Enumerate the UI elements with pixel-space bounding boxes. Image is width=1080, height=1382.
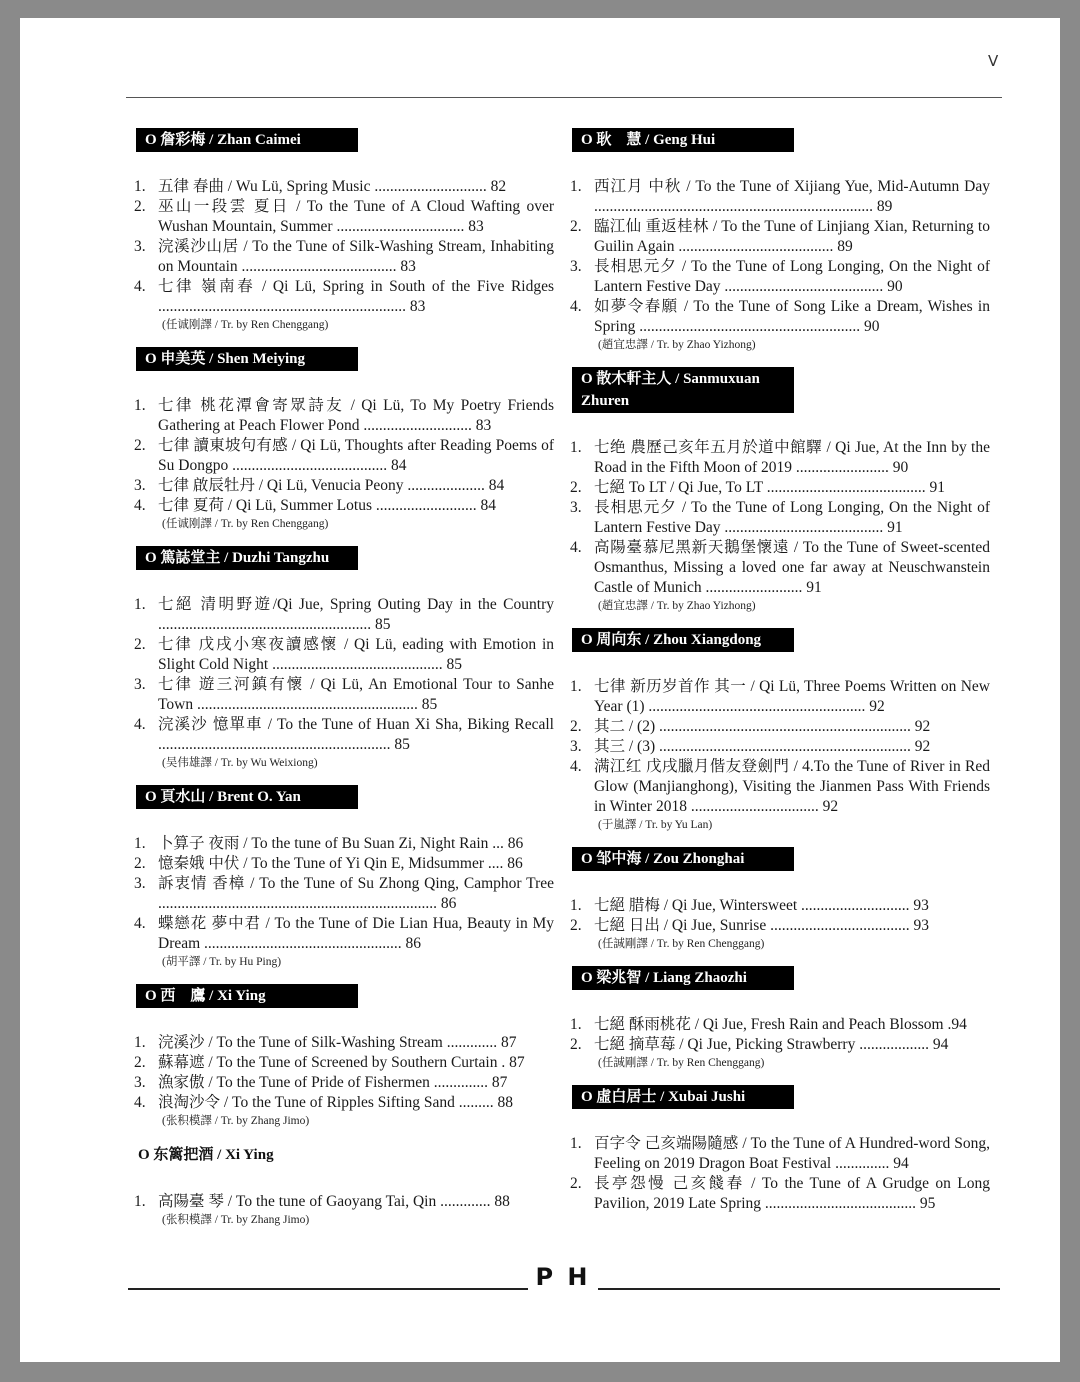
- entry-number: 1.: [134, 596, 146, 613]
- entry-text: 浣溪沙 憶單車 / To the Tune of Huan Xi Sha, Biking Recall ............................................................ 85: [158, 716, 554, 753]
- left-column: [134, 128, 554, 1242]
- toc-entry[interactable]: [570, 297, 990, 337]
- footer-rule-right: [598, 1288, 1000, 1290]
- toc-entry[interactable]: [570, 257, 990, 297]
- translator-credit: (吴伟雄譯 / Tr. by Wu Weixiong): [162, 757, 318, 769]
- entry-text: 七律 啟辰牡丹 / Qi Lü, Venucia Peony .................... 84: [158, 477, 505, 494]
- entry-text: 浣溪沙 / To the Tune of Silk-Washing Stream ............. 87: [158, 1034, 517, 1051]
- entry-number: 2.: [570, 718, 582, 735]
- section-header: O 东篱把酒 / Xi Ying: [138, 1147, 274, 1163]
- entry-text: 訴衷情 香樟 / To the Tune of Su Zhong Qing, Camphor Tree ........................................................................ 86: [158, 875, 554, 912]
- toc-section: [134, 984, 554, 1129]
- entry-text: 七絕 日出 / Qi Jue, Sunrise .................................... 93: [594, 917, 929, 934]
- toc-entry[interactable]: [570, 538, 990, 598]
- section-header: O 篤誌堂主 / Duzhi Tangzhu: [136, 546, 358, 570]
- toc-section: [134, 128, 554, 333]
- section-header: O 梁兆智 / Liang Zhaozhi: [572, 966, 794, 990]
- toc-entry[interactable]: [134, 1192, 554, 1212]
- entry-number: 1.: [134, 1034, 146, 1051]
- toc-entry[interactable]: [134, 854, 554, 874]
- toc-entry[interactable]: [570, 177, 990, 217]
- entry-number: 3.: [570, 258, 582, 275]
- entry-number: 3.: [134, 477, 146, 494]
- toc-entry[interactable]: [134, 595, 554, 635]
- toc-entry[interactable]: [134, 1033, 554, 1053]
- entry-number: 2.: [570, 917, 582, 934]
- entry-text: 七絕 腊梅 / Qi Jue, Wintersweet ............................ 93: [594, 897, 929, 914]
- entry-number: 1.: [570, 897, 582, 914]
- footer-rule-left: [128, 1288, 528, 1290]
- entry-number: 4.: [570, 758, 582, 775]
- entry-text: 七绝 農歷己亥年五月於道中館驛 / Qi Jue, At the Inn by the Road in the Fifth Moon of 2019 ........................ 90: [594, 439, 990, 476]
- section-header: O 西 鷹 / Xi Ying: [136, 984, 358, 1008]
- entry-text: 臨江仙 重返桂林 / To the Tune of Linjiang Xian, Returning to Guilin Again ........................................ 89: [594, 218, 990, 255]
- entry-text: 如夢令春願 / To the Tune of Song Like a Dream, Wishes in Spring ......................................................... 90: [594, 298, 990, 335]
- entry-number: 4.: [570, 539, 582, 556]
- entry-text: 卜算子 夜雨 / To the tune of Bu Suan Zi, Night Rain ... 86: [158, 835, 524, 852]
- translator-credit: (趙宜忠譯 / Tr. by Zhao Yizhong): [598, 600, 756, 612]
- entry-text: 長亭怨慢 己亥餞春 / To the Tune of A Grudge on Long Pavilion, 2019 Late Spring ....................................... 95: [594, 1175, 990, 1212]
- entry-number: 2.: [134, 855, 146, 872]
- entry-number: 4.: [134, 1094, 146, 1111]
- entry-number: 4.: [134, 915, 146, 932]
- entry-number: 1.: [570, 1135, 582, 1152]
- entry-text: 其二 / (2) ................................................................. 92: [594, 718, 931, 735]
- toc-entry[interactable]: [570, 1134, 990, 1174]
- entry-text: 高陽臺 琴 / To the tune of Gaoyang Tai, Qin ............. 88: [158, 1193, 510, 1210]
- toc-page: [20, 18, 1060, 1362]
- entry-number: 2.: [134, 437, 146, 454]
- toc-entry[interactable]: [570, 1174, 990, 1214]
- entry-text: 七律 嶺南春 / Qi Lü, Spring in South of the Five Ridges ................................................................ 83: [158, 278, 554, 315]
- entry-number: 1.: [570, 439, 582, 456]
- toc-entry[interactable]: [570, 717, 990, 737]
- entry-text: 漁家傲 / To the Tune of Pride of Fishermen .............. 87: [158, 1074, 508, 1091]
- toc-entry[interactable]: [134, 675, 554, 715]
- publisher-logo: P H: [535, 1263, 591, 1291]
- entry-text: 浪淘沙令 / To the Tune of Ripples Sifting Sand ......... 88: [158, 1094, 514, 1111]
- entry-text: 满江红 戊戌臘月偕友登劍門 / 4.To the Tune of River in Red Glow (Manjianghong), Visiting the Jianmen Pass With Friends in Winter 2018 ................................. 92: [594, 758, 990, 815]
- toc-section: [570, 847, 990, 952]
- entry-text: 七律 遊三河鎮有懷 / Qi Lü, An Emotional Tour to Sanhe Town ......................................................... 85: [158, 676, 554, 713]
- toc-entry[interactable]: [570, 478, 990, 498]
- translator-credit: (任诚刚譯 / Tr. by Ren Chenggang): [162, 319, 329, 331]
- entry-number: 1.: [570, 1016, 582, 1033]
- section-header: O 詹彩梅 / Zhan Caimei: [136, 128, 358, 152]
- entry-number: 1.: [134, 178, 146, 195]
- entry-number: 2.: [570, 1175, 582, 1192]
- translator-credit: (张积模譯 / Tr. by Zhang Jimo): [162, 1214, 310, 1226]
- toc-entry[interactable]: [134, 715, 554, 755]
- entry-text: 蝶戀花 夢中君 / To the Tune of Die Lian Hua, Beauty in My Dream ................................................... 86: [158, 915, 554, 952]
- entry-text: 巫山一段雲 夏日 / To the Tune of A Cloud Wafting over Wushan Mountain, Summer ................................. 83: [158, 198, 554, 235]
- entry-text: 五律 春曲 / Wu Lü, Spring Music ............................. 82: [158, 178, 507, 195]
- toc-section: [134, 347, 554, 532]
- toc-entry[interactable]: [134, 1073, 554, 1093]
- entry-number: 1.: [570, 678, 582, 695]
- footer: [128, 1261, 1000, 1295]
- entry-text: 長相思元夕 / To the Tune of Long Longing, On the Night of Lantern Festive Day ......................................... 90: [594, 258, 990, 295]
- toc-entry[interactable]: [134, 1093, 554, 1113]
- entry-number: 1.: [134, 397, 146, 414]
- toc-section: [134, 785, 554, 970]
- toc-entry[interactable]: [134, 914, 554, 954]
- toc-entry[interactable]: [134, 496, 554, 516]
- toc-entry[interactable]: [570, 916, 990, 936]
- entry-text: 七律 戊戌小寒夜讀感懷 / Qi Lü, eading with Emotion in Slight Cold Night ............................................ 85: [158, 636, 554, 673]
- toc-entry[interactable]: [570, 896, 990, 916]
- toc-entry[interactable]: [134, 1053, 554, 1073]
- toc-section: [570, 628, 990, 833]
- entry-text: 七律 新历岁首作 其一 / Qi Lü, Three Poems Written on New Year (1) ........................................................ 92: [594, 678, 990, 715]
- entry-text: 高陽臺慕尼黑新天鵝堡懷遠 / To the Tune of Sweet-scented Osmanthus, Missing a loved one far away at Neuschwanstein Castle of Munich ......................... 91: [594, 539, 990, 596]
- toc-entry[interactable]: [570, 1035, 990, 1055]
- toc-section: [570, 367, 990, 614]
- toc-section: [570, 966, 990, 1071]
- translator-credit: (于嵐譯 / Tr. by Yu Lan): [598, 819, 713, 831]
- entry-number: 2.: [134, 1054, 146, 1071]
- entry-number: 2.: [134, 636, 146, 653]
- translator-credit: (任诚刚譯 / Tr. by Ren Chenggang): [162, 518, 329, 530]
- entry-number: 4.: [134, 716, 146, 733]
- entry-number: 4.: [134, 497, 146, 514]
- entry-text: 七絕 酥雨桃花 / Qi Jue, Fresh Rain and Peach Blossom .94: [594, 1016, 967, 1033]
- toc-entry[interactable]: [134, 197, 554, 237]
- entry-text: 浣溪沙山居 / To the Tune of Silk-Washing Stream, Inhabiting on Mountain ........................................ 83: [158, 238, 554, 275]
- entry-number: 2.: [570, 479, 582, 496]
- toc-entry[interactable]: [570, 217, 990, 257]
- entry-text: 七絕 To LT / Qi Jue, To LT ......................................... 91: [594, 479, 946, 496]
- entry-text: 憶秦娥 中伏 / To the Tune of Yi Qin E, Midsummer .... 86: [158, 855, 523, 872]
- toc-section: [570, 128, 990, 353]
- entry-number: 1.: [134, 835, 146, 852]
- entry-number: 2.: [570, 218, 582, 235]
- right-column: [570, 128, 990, 1228]
- entry-text: 七絕 清明野遊/Qi Jue, Spring Outing Day in the Country ....................................................... 85: [158, 596, 554, 633]
- entry-text: 蘇幕遮 / To the Tune of Screened by Southern Curtain . 87: [158, 1054, 525, 1071]
- toc-entry[interactable]: [134, 396, 554, 436]
- toc-entry[interactable]: [134, 874, 554, 914]
- entry-text: 七絕 摘草莓 / Qi Jue, Picking Strawberry .................. 94: [594, 1036, 949, 1053]
- entry-number: 4.: [570, 298, 582, 315]
- toc-entry[interactable]: [570, 438, 990, 478]
- toc-section: [570, 1085, 990, 1214]
- toc-section: [134, 1143, 554, 1228]
- translator-credit: (张积模譯 / Tr. by Zhang Jimo): [162, 1115, 310, 1127]
- toc-entry[interactable]: [134, 834, 554, 854]
- page-number: V: [988, 52, 999, 70]
- entry-number: 3.: [134, 1074, 146, 1091]
- translator-credit: (任誠剛譯 / Tr. by Ren Chenggang): [598, 1057, 765, 1069]
- entry-text: 七律 讀東坡句有感 / Qi Lü, Thoughts after Reading Poems of Su Dongpo ........................................ 84: [158, 437, 554, 474]
- toc-entry[interactable]: [134, 635, 554, 675]
- toc-entry[interactable]: [570, 677, 990, 717]
- entry-number: 3.: [134, 238, 146, 255]
- toc-entry[interactable]: [134, 177, 554, 197]
- toc-entry[interactable]: [570, 737, 990, 757]
- entry-text: 西江月 中秋 / To the Tune of Xijiang Yue, Mid-Autumn Day ........................................................................ 89: [594, 178, 990, 215]
- toc-entry[interactable]: [134, 237, 554, 277]
- entry-number: 4.: [134, 278, 146, 295]
- entry-number: 2.: [570, 1036, 582, 1053]
- entry-number: 2.: [134, 198, 146, 215]
- toc-entry[interactable]: [134, 436, 554, 476]
- entry-number: 3.: [570, 499, 582, 516]
- translator-credit: (趙宜忠譯 / Tr. by Zhao Yizhong): [598, 339, 756, 351]
- header-rule: [126, 97, 1002, 98]
- entry-number: 1.: [134, 1193, 146, 1210]
- entry-text: 七律 夏荷 / Qi Lü, Summer Lotus .......................... 84: [158, 497, 496, 514]
- toc-entry[interactable]: [134, 277, 554, 317]
- entry-text: 七律 桃花潭會寄眾詩友 / Qi Lü, To My Poetry Friends Gathering at Peach Flower Pond ............................ 83: [158, 397, 554, 434]
- toc-section: [134, 546, 554, 771]
- section-header: O 耿 慧 / Geng Hui: [572, 128, 794, 152]
- toc-entry[interactable]: [570, 1015, 990, 1035]
- entry-number: 3.: [134, 676, 146, 693]
- section-header: O 申美英 / Shen Meiying: [136, 347, 358, 371]
- translator-credit: (胡平譯 / Tr. by Hu Ping): [162, 956, 282, 968]
- translator-credit: (任誠剛譯 / Tr. by Ren Chenggang): [598, 938, 765, 950]
- section-header: O 周向东 / Zhou Xiangdong: [572, 628, 794, 652]
- entry-number: 3.: [570, 738, 582, 755]
- entry-text: 其三 / (3) ................................................................. 92: [594, 738, 931, 755]
- toc-entry[interactable]: [570, 757, 990, 817]
- section-header: O 散木軒主人 / Sanmuxuan Zhuren: [572, 367, 794, 413]
- section-header: O 頁水山 / Brent O. Yan: [136, 785, 358, 809]
- entry-number: 3.: [134, 875, 146, 892]
- toc-entry[interactable]: [134, 476, 554, 496]
- entry-text: 長相思元夕 / To the Tune of Long Longing, On the Night of Lantern Festive Day ......................................... 91: [594, 499, 990, 536]
- section-header: O 邹中海 / Zou Zhonghai: [572, 847, 794, 871]
- toc-entry[interactable]: [570, 498, 990, 538]
- entry-number: 1.: [570, 178, 582, 195]
- entry-text: 百字令 己亥端陽隨感 / To the Tune of A Hundred-word Song, Feeling on 2019 Dragon Boat Festival .............. 94: [594, 1135, 990, 1172]
- section-header: O 虛白居士 / Xubai Jushi: [572, 1085, 794, 1109]
